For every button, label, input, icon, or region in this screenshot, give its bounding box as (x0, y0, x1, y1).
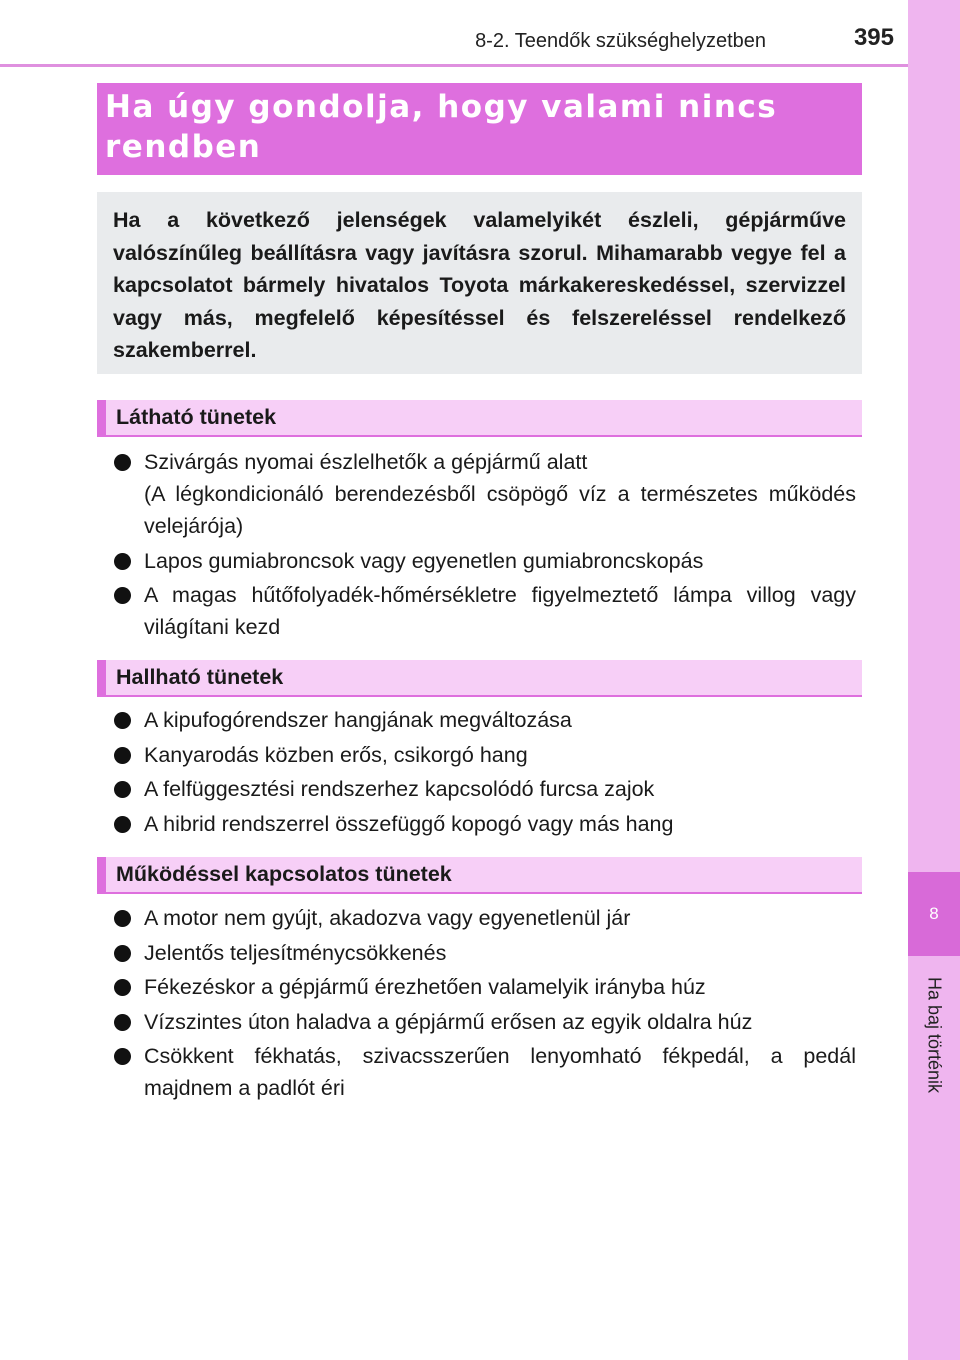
list-item-text: A kipufogórendszer hangjának megváltozása (144, 708, 572, 732)
page-title: Ha úgy gondolja, hogy valami nincs rendben (105, 89, 778, 165)
list-item (114, 545, 856, 577)
intro-text: Ha a következő jelenségek valamelyikét észleli, gépjárműve valószínűleg beállításra vagy javításra szorul. Mihamarabb vegye fel a kapcsolatot bármely hivatalos Toyota márkakereskedéssel, szervizzel vagy más, megfelelő képesítéssel és felszereléssel rendelkező szakemberrel. (113, 208, 846, 362)
list-item (114, 902, 856, 934)
list-item-text: Csökkent fékhatás, szivacsszerűen lenyomható fékpedál, a pedál majdnem a padlót éri (144, 1044, 856, 1100)
title-banner (97, 83, 862, 175)
chapter-label: Ha baj történik (924, 976, 945, 1094)
visible-symptoms-list (114, 446, 856, 646)
subheading-label: Hallható tünetek (116, 665, 284, 689)
bullet-icon (114, 553, 131, 570)
subheading-label: Látható tünetek (116, 405, 277, 429)
list-item (114, 579, 856, 643)
list-item-text: Vízszintes úton haladva a gépjármű erősen az egyik oldalra húz (144, 1009, 753, 1034)
list-item-text: A motor nem gyújt, akadozva vagy egyenetlenül jár (144, 906, 631, 930)
page-number: 395 (853, 24, 894, 51)
bullet-icon (114, 747, 131, 764)
list-item-text: Kanyarodás közben erős, csikorgó hang (144, 742, 528, 767)
bullet-icon (114, 454, 131, 471)
list-item-text: A felfüggesztési rendszerhez kapcsolódó furcsa zajok (144, 777, 655, 801)
list-item-text: Jelentős teljesítménycsökkenés (144, 940, 447, 965)
subheading-label: Működéssel kapcsolatos tünetek (116, 862, 452, 886)
header-section-title: 8-2. Teendők szükséghelyzetben (475, 30, 766, 52)
chapter-number-tab (908, 872, 960, 956)
bullet-icon (114, 781, 131, 798)
intro-box (97, 192, 862, 374)
chapter-number: 8 (929, 904, 939, 923)
bullet-icon (114, 712, 131, 729)
list-item-note: (A légkondicionáló berendezésből csöpögő víz a természetes működés velejárója) (144, 482, 856, 538)
header-divider (0, 64, 908, 67)
list-item-text: Fékezéskor a gépjármű érezhetően valamelyik irányba húz (144, 975, 706, 999)
bullet-icon (114, 1048, 131, 1065)
list-item (114, 808, 856, 840)
audible-symptoms-list (114, 704, 856, 842)
chapter-side-tab (908, 0, 960, 1360)
list-item-text: A hibrid rendszerrel összefüggő kopogó vagy más hang (144, 811, 674, 836)
list-item (114, 937, 856, 969)
list-item (114, 739, 856, 771)
list-item (114, 971, 856, 1003)
list-item (114, 773, 856, 805)
subheading-operational-symptoms (97, 857, 862, 894)
list-item (114, 1006, 856, 1038)
list-item (114, 704, 856, 736)
list-item (114, 446, 856, 542)
bullet-icon (114, 910, 131, 927)
operational-symptoms-list (114, 902, 856, 1107)
list-item (114, 1040, 856, 1104)
subheading-audible-symptoms (97, 660, 862, 697)
bullet-icon (114, 587, 131, 604)
list-item-text: A magas hűtőfolyadék-hőmérsékletre figyelmeztető lámpa villog vagy világítani kezd (144, 583, 856, 639)
bullet-icon (114, 816, 131, 833)
bullet-icon (114, 945, 131, 962)
subheading-visible-symptoms (97, 400, 862, 437)
list-item-text: Lapos gumiabroncsok vagy egyenetlen gumiabroncskopás (144, 548, 704, 573)
bullet-icon (114, 1014, 131, 1031)
bullet-icon (114, 979, 131, 996)
list-item-text: Szivárgás nyomai észlelhetők a gépjármű alatt (144, 450, 588, 474)
